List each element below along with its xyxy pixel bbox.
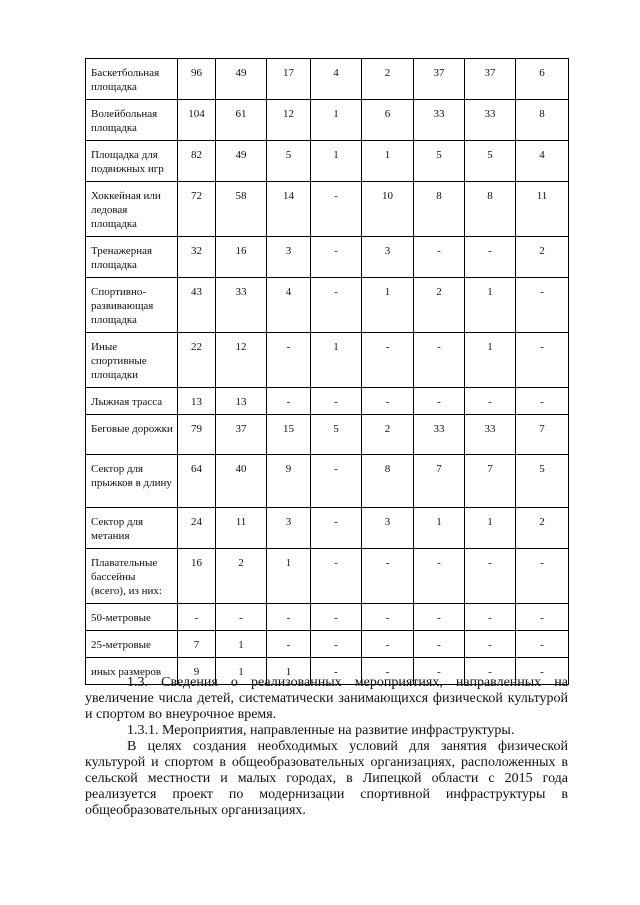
value-cell: 5 bbox=[267, 141, 311, 182]
value-cell: 24 bbox=[178, 508, 216, 549]
value-cell: 37 bbox=[465, 59, 516, 100]
facility-name-cell: Хоккейная или ледовая площадка bbox=[86, 182, 178, 237]
value-cell: - bbox=[267, 388, 311, 415]
facility-name-cell: Беговые дорожки bbox=[86, 415, 178, 455]
table-row bbox=[86, 549, 569, 604]
value-cell: 1 bbox=[267, 658, 311, 685]
table-row bbox=[86, 631, 569, 658]
value-cell: 16 bbox=[178, 549, 216, 604]
value-cell: 4 bbox=[516, 141, 569, 182]
value-cell: - bbox=[311, 455, 362, 508]
table-row bbox=[86, 59, 569, 100]
table-row bbox=[86, 604, 569, 631]
value-cell: 1 bbox=[311, 100, 362, 141]
value-cell: 37 bbox=[216, 415, 267, 455]
value-cell: 72 bbox=[178, 182, 216, 237]
value-cell: 12 bbox=[267, 100, 311, 141]
body-text bbox=[85, 675, 568, 819]
value-cell: 6 bbox=[516, 59, 569, 100]
value-cell: 64 bbox=[178, 455, 216, 508]
value-cell: 1 bbox=[465, 333, 516, 388]
value-cell: - bbox=[465, 388, 516, 415]
value-cell: - bbox=[516, 604, 569, 631]
value-cell: 33 bbox=[414, 100, 465, 141]
value-cell: 13 bbox=[216, 388, 267, 415]
value-cell: - bbox=[362, 604, 414, 631]
value-cell: - bbox=[362, 333, 414, 388]
value-cell: 4 bbox=[267, 278, 311, 333]
table-row bbox=[86, 415, 569, 455]
facility-name-cell: Лыжная трасса bbox=[86, 388, 178, 415]
table-row bbox=[86, 100, 569, 141]
facility-name-cell: Сектор для метания bbox=[86, 508, 178, 549]
value-cell: 37 bbox=[414, 59, 465, 100]
value-cell: - bbox=[414, 237, 465, 278]
value-cell: - bbox=[414, 604, 465, 631]
value-cell: - bbox=[414, 333, 465, 388]
value-cell: - bbox=[414, 658, 465, 685]
table-row bbox=[86, 455, 569, 508]
facility-name-cell: Плавательные бассейны (всего), из них: bbox=[86, 549, 178, 604]
value-cell: 14 bbox=[267, 182, 311, 237]
value-cell: - bbox=[516, 278, 569, 333]
value-cell: 82 bbox=[178, 141, 216, 182]
value-cell: - bbox=[362, 388, 414, 415]
value-cell: 3 bbox=[267, 237, 311, 278]
value-cell: - bbox=[311, 658, 362, 685]
facility-name-cell: Волейбольная площадка bbox=[86, 100, 178, 141]
facility-name-cell: Сектор для прыжков в длину bbox=[86, 455, 178, 508]
value-cell: 5 bbox=[516, 455, 569, 508]
value-cell: 8 bbox=[516, 100, 569, 141]
value-cell: 8 bbox=[414, 182, 465, 237]
value-cell: 1 bbox=[311, 141, 362, 182]
value-cell: 33 bbox=[414, 415, 465, 455]
value-cell: 104 bbox=[178, 100, 216, 141]
facility-name-cell: 50-метровые bbox=[86, 604, 178, 631]
table-row bbox=[86, 278, 569, 333]
table-row bbox=[86, 388, 569, 415]
table-row bbox=[86, 182, 569, 237]
value-cell: 7 bbox=[414, 455, 465, 508]
value-cell: 2 bbox=[414, 278, 465, 333]
table-row bbox=[86, 237, 569, 278]
value-cell: - bbox=[362, 549, 414, 604]
value-cell: - bbox=[311, 549, 362, 604]
value-cell: 8 bbox=[362, 455, 414, 508]
value-cell: - bbox=[465, 549, 516, 604]
value-cell: 4 bbox=[311, 59, 362, 100]
value-cell: - bbox=[311, 237, 362, 278]
value-cell: 3 bbox=[362, 237, 414, 278]
value-cell: - bbox=[516, 333, 569, 388]
value-cell: 1 bbox=[465, 278, 516, 333]
body-paragraph: В целях создания необходимых условий для занятия физической культурой и спортом в общеобразовательных организациях, расположенных в сельской местности и малых городах, в Липецкой области с 2015 года реализуется проект по модернизации спортивной инфраструктуры в общеобразовательных организациях. bbox=[85, 739, 568, 818]
value-cell: 2 bbox=[216, 549, 267, 604]
facility-name-cell: Площадка для подвижных игр bbox=[86, 141, 178, 182]
facility-name-cell: Иные спортивные площадки bbox=[86, 333, 178, 388]
value-cell: - bbox=[178, 604, 216, 631]
value-cell: 3 bbox=[267, 508, 311, 549]
value-cell: 16 bbox=[216, 237, 267, 278]
value-cell: 1 bbox=[216, 658, 267, 685]
value-cell: 11 bbox=[516, 182, 569, 237]
value-cell: 2 bbox=[516, 237, 569, 278]
value-cell: 12 bbox=[216, 333, 267, 388]
value-cell: 96 bbox=[178, 59, 216, 100]
section-heading-1-3-1: 1.3.1. Мероприятия, направленные на развитие инфраструктуры. bbox=[127, 723, 515, 738]
value-cell: 8 bbox=[465, 182, 516, 237]
value-cell: 2 bbox=[516, 508, 569, 549]
value-cell: - bbox=[465, 604, 516, 631]
facility-name-cell: Спортивно-развивающая площадка bbox=[86, 278, 178, 333]
value-cell: - bbox=[465, 631, 516, 658]
value-cell: 22 bbox=[178, 333, 216, 388]
value-cell: - bbox=[311, 631, 362, 658]
value-cell: - bbox=[465, 237, 516, 278]
value-cell: - bbox=[311, 508, 362, 549]
value-cell: 7 bbox=[178, 631, 216, 658]
value-cell: 3 bbox=[362, 508, 414, 549]
facility-name-cell: иных размеров bbox=[86, 658, 178, 685]
value-cell: 11 bbox=[216, 508, 267, 549]
value-cell: - bbox=[311, 182, 362, 237]
facility-name-cell: Баскетбольная площадка bbox=[86, 59, 178, 100]
value-cell: - bbox=[362, 631, 414, 658]
value-cell: - bbox=[516, 658, 569, 685]
value-cell: 79 bbox=[178, 415, 216, 455]
value-cell: 9 bbox=[267, 455, 311, 508]
value-cell: - bbox=[414, 549, 465, 604]
value-cell: 33 bbox=[216, 278, 267, 333]
value-cell: - bbox=[267, 333, 311, 388]
table-row bbox=[86, 141, 569, 182]
section-heading-1-3: 1.3. Сведения о реализованных мероприятиях, направленных на увеличение числа детей, систематически занимающихся физической культурой и спортом во внеурочное время. bbox=[85, 675, 568, 722]
value-cell: 15 bbox=[267, 415, 311, 455]
value-cell: - bbox=[311, 278, 362, 333]
value-cell: 1 bbox=[414, 508, 465, 549]
value-cell: - bbox=[414, 388, 465, 415]
value-cell: 1 bbox=[311, 333, 362, 388]
value-cell: - bbox=[362, 658, 414, 685]
value-cell: 10 bbox=[362, 182, 414, 237]
facility-name-cell: Тренажерная площадка bbox=[86, 237, 178, 278]
value-cell: 5 bbox=[414, 141, 465, 182]
table-row bbox=[86, 333, 569, 388]
value-cell: 7 bbox=[516, 415, 569, 455]
value-cell: - bbox=[267, 631, 311, 658]
value-cell: 49 bbox=[216, 141, 267, 182]
value-cell: - bbox=[516, 631, 569, 658]
value-cell: 13 bbox=[178, 388, 216, 415]
value-cell: 33 bbox=[465, 100, 516, 141]
value-cell: 43 bbox=[178, 278, 216, 333]
value-cell: 5 bbox=[465, 141, 516, 182]
value-cell: 1 bbox=[465, 508, 516, 549]
value-cell: - bbox=[465, 658, 516, 685]
value-cell: - bbox=[414, 631, 465, 658]
value-cell: 6 bbox=[362, 100, 414, 141]
value-cell: 1 bbox=[216, 631, 267, 658]
value-cell: - bbox=[516, 549, 569, 604]
value-cell: 7 bbox=[465, 455, 516, 508]
value-cell: 1 bbox=[362, 141, 414, 182]
value-cell: 49 bbox=[216, 59, 267, 100]
value-cell: - bbox=[311, 388, 362, 415]
value-cell: 2 bbox=[362, 415, 414, 455]
value-cell: 9 bbox=[178, 658, 216, 685]
table-row bbox=[86, 508, 569, 549]
value-cell: - bbox=[216, 604, 267, 631]
value-cell: - bbox=[311, 604, 362, 631]
value-cell: 33 bbox=[465, 415, 516, 455]
value-cell: 40 bbox=[216, 455, 267, 508]
value-cell: 2 bbox=[362, 59, 414, 100]
value-cell: - bbox=[267, 604, 311, 631]
value-cell: 17 bbox=[267, 59, 311, 100]
value-cell: 5 bbox=[311, 415, 362, 455]
facility-name-cell: 25-метровые bbox=[86, 631, 178, 658]
value-cell: - bbox=[516, 388, 569, 415]
value-cell: 1 bbox=[267, 549, 311, 604]
value-cell: 32 bbox=[178, 237, 216, 278]
value-cell: 58 bbox=[216, 182, 267, 237]
value-cell: 61 bbox=[216, 100, 267, 141]
value-cell: 1 bbox=[362, 278, 414, 333]
sports-facilities-table bbox=[85, 58, 569, 685]
